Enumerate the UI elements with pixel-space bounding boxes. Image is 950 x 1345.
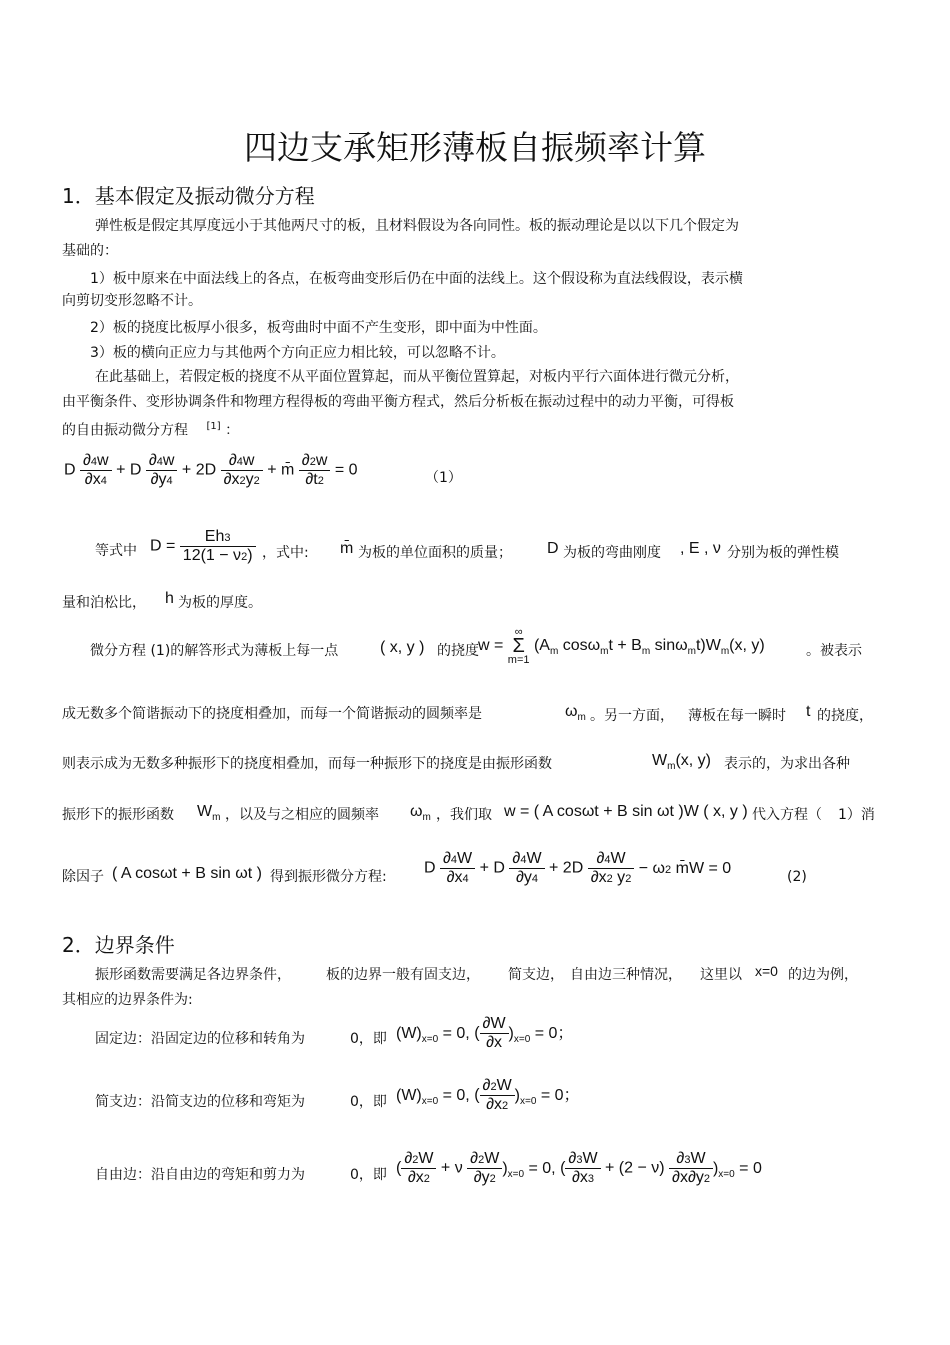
- citation-ref: [1]: [206, 421, 221, 432]
- sol-mid: 的挠度: [437, 643, 479, 659]
- item3: 3）板的横向正应力与其他两个方向正应力相比较，可以忽略不计。: [90, 345, 505, 361]
- factor: ( A cosωt + B sin ωt ): [112, 865, 262, 882]
- sol-prefix: 微分方程 (1)的解答形式为薄板上每一点: [90, 643, 339, 659]
- page-title: 四边支承矩形薄板自振频率计算: [244, 128, 706, 167]
- eq2-number: (2): [787, 869, 807, 885]
- symbol-h: h: [165, 590, 174, 607]
- section1-heading: 1．基本假定及振动微分方程: [62, 184, 315, 208]
- where-prefix: 等式中: [95, 543, 137, 559]
- sol-line5a: 除因子: [62, 869, 104, 885]
- derive-line1: 在此基础上，若假定板的挠度不从平面位置算起，而从平衡位置算起，对板内平行六面体进行微元分析，: [95, 369, 739, 385]
- equation-2: D $\frac{\partial 4W}{\partial x4}$ + D $\frac{\partial 4W}{\partial y4}$ + 2D $\frac{\partial 4W}{\partial x2 y2}$ − ω2 m̄W = 0: [424, 850, 732, 886]
- item1-line1: 1）板中原来在中面法线上的各点，在板弯曲变形后仍在中面的法线上。这个假设称为直法线假设，表示横: [90, 271, 743, 287]
- section2-heading: 2．边界条件: [62, 933, 175, 957]
- simple-zero: 0，即: [350, 1094, 387, 1110]
- where-m-desc: 为板的单位面积的质量；: [358, 545, 512, 561]
- series-solution: w = ∞ Σ m=1 ($A_m$ $\cos\omega_mt + B_m$ $\sin\omega_mt)W_m(x$, y): [478, 626, 765, 666]
- sol-line5b: 得到振形微分方程:: [270, 869, 387, 885]
- free-label: 自由边：沿自由边的弯矩和剪力为: [95, 1167, 305, 1183]
- sol-line4c: ，我们取: [436, 807, 492, 823]
- omega-m-2: $\omega_m$: [410, 803, 431, 824]
- sol-line2a: 成无数多个简谐振动下的挠度相叠加，而每一个简谐振动的圆频率是: [62, 706, 482, 722]
- sol-line2b: 。另一方面，: [590, 708, 674, 724]
- simple-conditions: $(W)_{x=0} = 0$, ( $\frac{\partial 2W}{\partial x2}$ )$_{x=0} = 0$；: [396, 1077, 580, 1113]
- derive-line3: 的自由振动微分方程 [1] ：: [62, 421, 240, 439]
- where-D-desc: 为板的弯曲刚度: [563, 545, 661, 561]
- mode-Wm: $W_m$: [197, 803, 221, 824]
- equation-1: D $\frac{\partial 4w}{\partial x4}$ + D $\frac{\partial 4w}{\partial y4}$ + 2D $\frac{\partial 4w}{\partial x2y2}$ + m̄ $\frac{\partial 2w}{\partial t2}$ = 0: [64, 452, 358, 488]
- sol-line4a: 振形下的振形函数: [62, 807, 174, 823]
- intro-line1: 弹性板是假定其厚度远小于其他两尺寸的板，且材料假设为各向同性。板的振动理论是以以下几个假定为: [95, 218, 739, 234]
- sol-line4e: 1）消: [838, 807, 875, 823]
- stiffness-formula: D = $\frac{Eh3}{12(1 - \nu 2)}$: [150, 528, 256, 565]
- s2-intro-c: 简支边，: [508, 967, 564, 983]
- intro-line2: 基础的：: [62, 243, 118, 259]
- s2-intro-e: 这里以: [700, 967, 742, 983]
- s2-intro-g: 的边为例，: [788, 967, 858, 983]
- s2-intro-d: 自由边三种情况，: [570, 967, 682, 983]
- derive-line2: 由平衡条件、变形协调条件和物理方程得板的弯曲平衡方程式，然后分析板在振动过程中的动力平衡，可得板: [62, 394, 734, 410]
- fixed-zero: 0，即: [350, 1031, 387, 1047]
- s2-intro-line2: 其相应的边界条件为:: [62, 992, 193, 1008]
- mode-function: $W_m(x$, y): [652, 752, 711, 773]
- fixed-label: 固定边：沿固定边的位移和转角为: [95, 1031, 305, 1047]
- s2-intro-b: 板的边界一般有固支边，: [326, 967, 480, 983]
- where-E-desc: 分别为板的弹性模: [727, 545, 839, 561]
- where-h-desc: 为板的厚度。: [178, 595, 262, 611]
- where-line2: 量和泊松比，: [62, 595, 146, 611]
- sol-line3a: 则表示成为无数多种振形下的挠度相叠加，而每一种振形下的挠度是由振形函数: [62, 756, 552, 772]
- symbol-D: D: [547, 540, 559, 557]
- symbol-t: t: [806, 703, 811, 720]
- sol-line2c: 薄板在每一瞬时: [688, 708, 786, 724]
- sol-line4d: 代入方程（: [752, 807, 822, 823]
- item2: 2）板的挠度比板厚小很多，板弯曲时中面不产生变形，即中面为中性面。: [90, 320, 547, 336]
- s2-intro-a: 振形函数需要满足各边界条件，: [95, 967, 291, 983]
- s2-intro-f: x=0: [755, 963, 778, 979]
- point-xy: ( x, y ): [380, 639, 425, 656]
- omega-m: $\omega_m$: [565, 703, 586, 724]
- sol-line2d: 的挠度，: [817, 708, 873, 724]
- sol-line3b: 表示的，为求出各种: [724, 756, 850, 772]
- fixed-conditions: $(W)_{x=0} = 0$, ( $\frac{\partial W}{\partial x}$ )$_{x=0} = 0$；: [396, 1015, 574, 1051]
- symbol-m: m̄: [340, 540, 354, 557]
- item1-line2: 向剪切变形忽略不计。: [62, 293, 202, 309]
- trial-solution: w = ( A cosωt + B sin ωt )W ( x, y ): [504, 803, 748, 820]
- free-conditions: ( $\frac{\partial 2W}{\partial x2}$ + ν $\frac{\partial 2W}{\partial y2}$ )$_{x=0} = 0$, ( $\frac{\partial 3W}{\partial x3}$ + (2 − ν) $\frac{\partial 3W}{\partial x\partial y2}$ )$_{x=0} = 0$: [396, 1150, 762, 1186]
- eq1-number: （1）: [425, 470, 462, 486]
- sol-suffix: 。被表示: [806, 643, 862, 659]
- simple-label: 简支边：沿简支边的位移和弯矩为: [95, 1094, 305, 1110]
- free-zero: 0，即: [350, 1167, 387, 1183]
- where-mid: ，式中:: [262, 545, 309, 561]
- symbol-E-nu: , E , ν: [680, 540, 721, 557]
- sol-line4b: ，以及与之相应的圆频率: [225, 807, 379, 823]
